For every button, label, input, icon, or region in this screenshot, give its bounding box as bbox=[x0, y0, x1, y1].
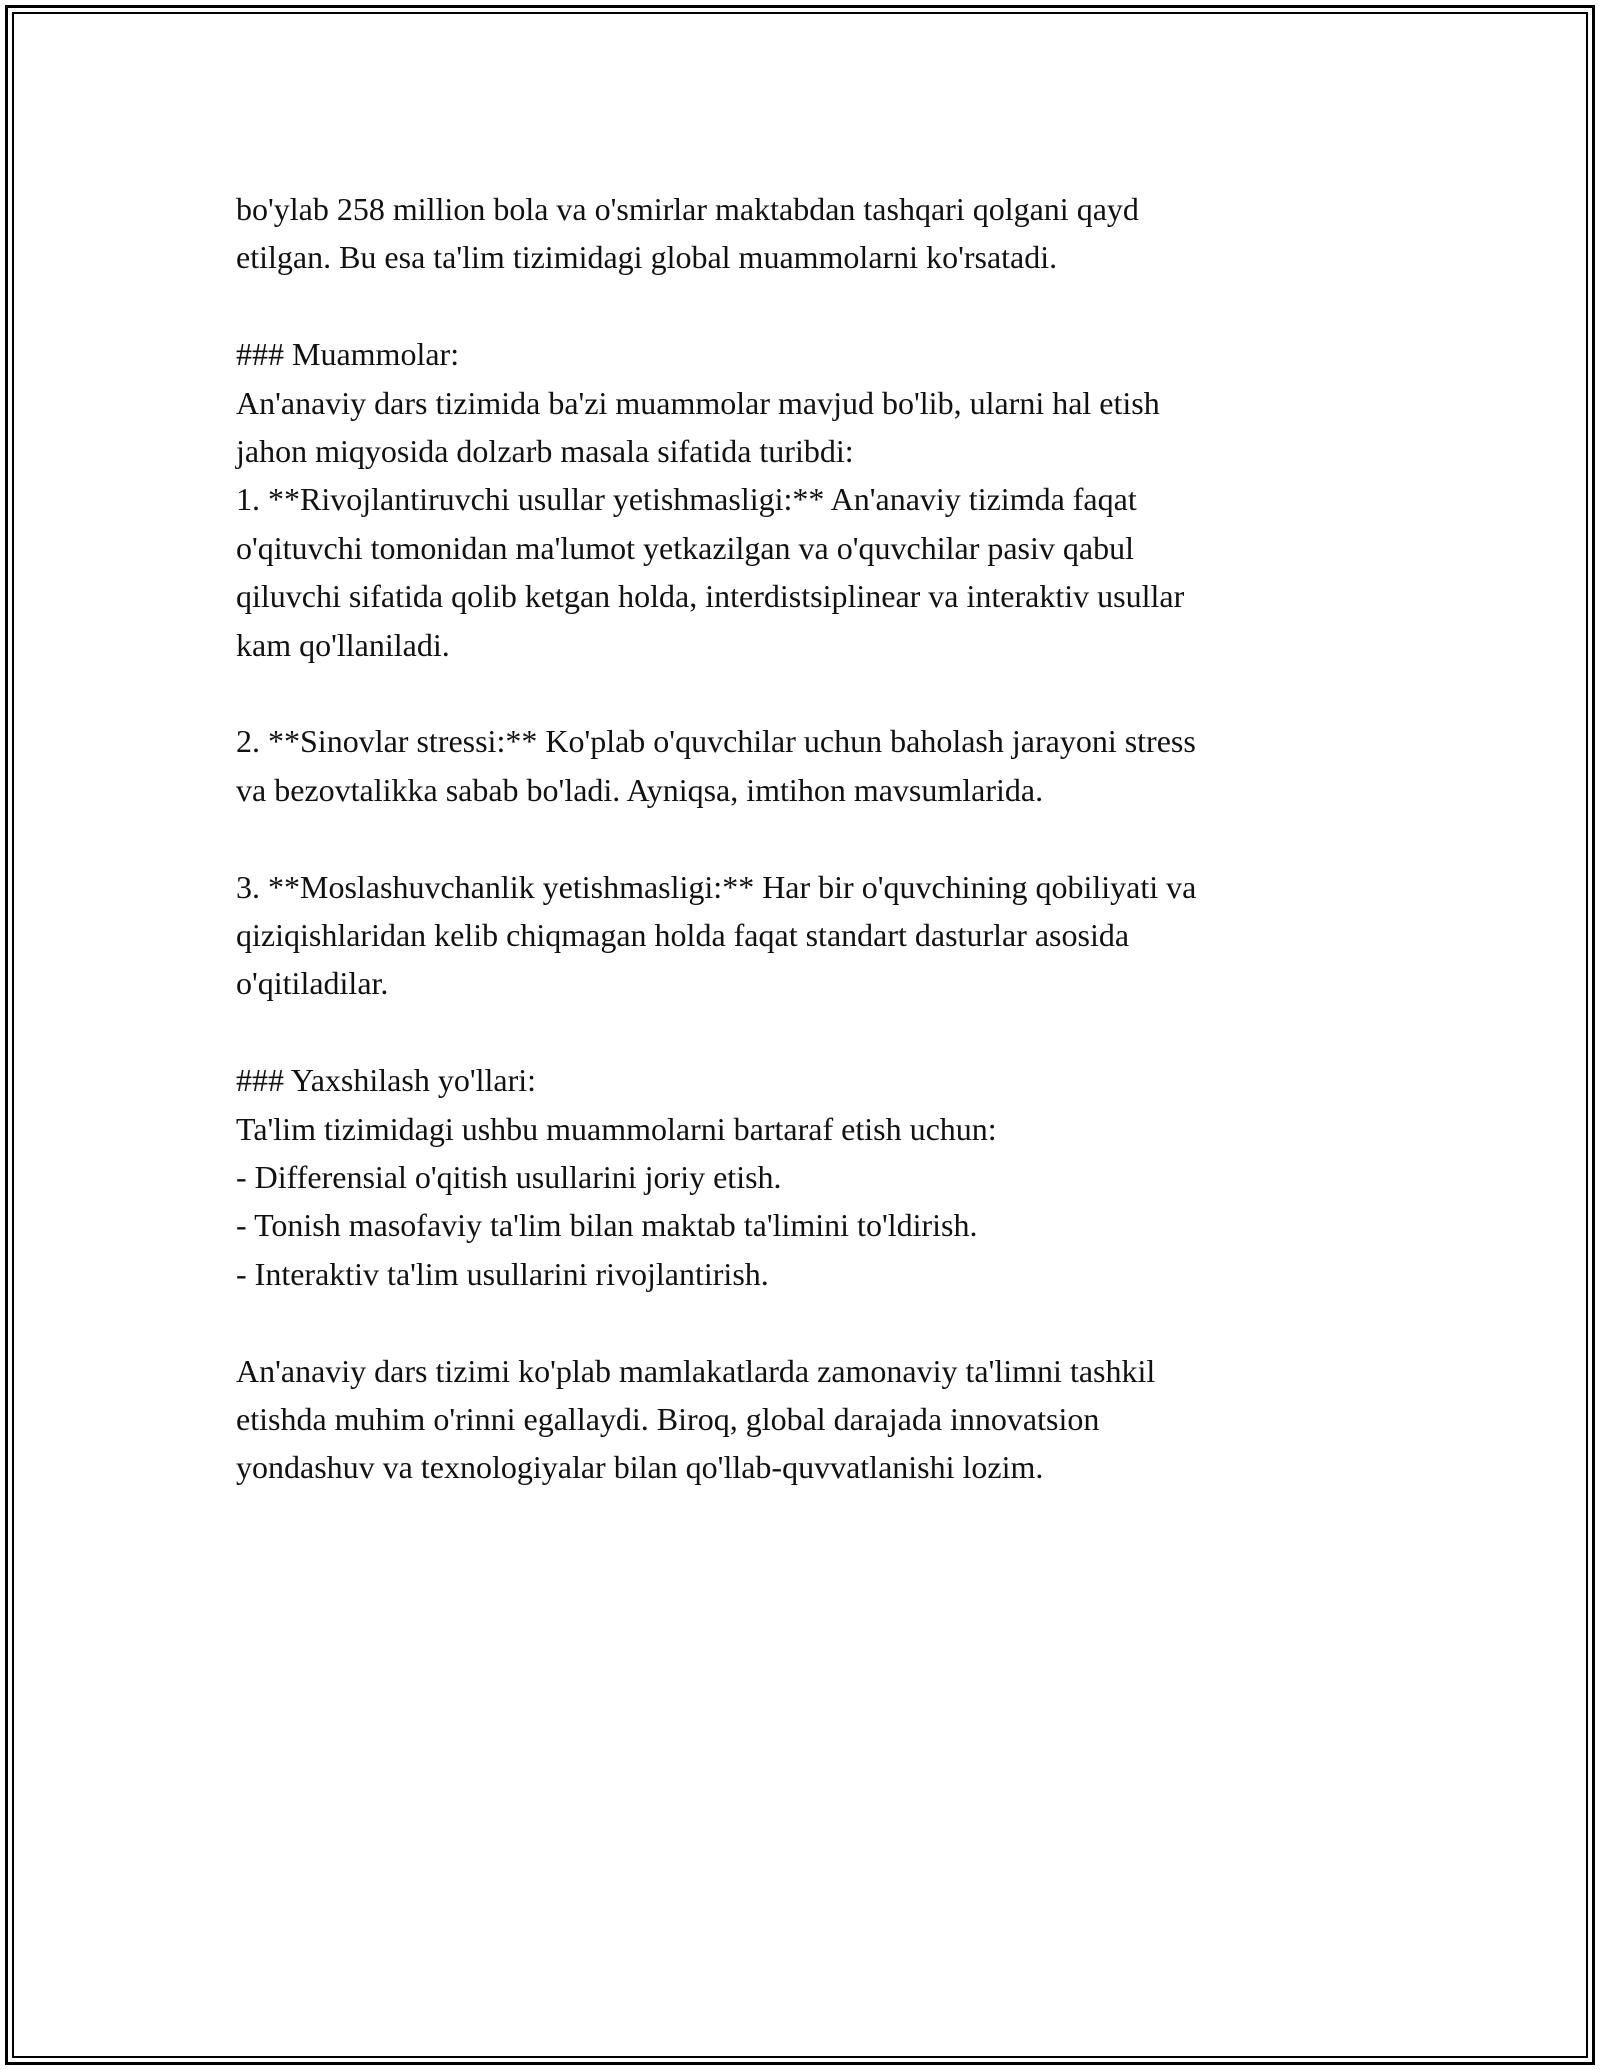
list-item-2: 2. **Sinovlar stressi:** Ko'plab o'quvchilar uchun baholash jarayoni stress bbox=[236, 723, 1196, 760]
list-item-1: 1. **Rivojlantiruvchi usullar yetishmasligi:** An'anaviy tizimda faqat bbox=[236, 481, 1137, 518]
bullet-item: - Tonish masofaviy ta'lim bilan maktab ta'limini to'ldirish. bbox=[236, 1207, 978, 1244]
text-line: kam qo'llaniladi. bbox=[236, 626, 450, 663]
bullet-item: - Interaktiv ta'lim usullarini rivojlantirish. bbox=[236, 1255, 769, 1292]
blank-line bbox=[236, 1008, 1366, 1056]
text-line: o'qitiladilar. bbox=[236, 965, 389, 1002]
section-heading-yaxshilash: ### Yaxshilash yo'llari: bbox=[236, 1062, 536, 1099]
conclusion-line: etishda muhim o'rinni egallaydi. Biroq, global darajada innovatsion bbox=[236, 1401, 1100, 1438]
section-heading-muammolar: ### Muammolar: bbox=[236, 336, 460, 373]
text-line: etilgan. Bu esa ta'lim tizimidagi global muammolarni ko'rsatadi. bbox=[236, 239, 1058, 276]
text-line: bo'ylab 258 million bola va o'smirlar maktabdan tashqari qolgani qayd bbox=[236, 191, 1139, 227]
blank-line bbox=[236, 282, 1366, 330]
bullet-item: - Differensial o'qitish usullarini joriy etish. bbox=[236, 1159, 782, 1196]
conclusion-line: An'anaviy dars tizimi ko'plab mamlakatlarda zamonaviy ta'limni tashkil bbox=[236, 1352, 1156, 1389]
blank-line bbox=[236, 1298, 1366, 1346]
conclusion-line: yondashuv va texnologiyalar bilan qo'llab-quvvatlanishi lozim. bbox=[236, 1449, 1044, 1486]
text-line: qiziqishlaridan kelib chiqmagan holda faqat standart dasturlar asosida bbox=[236, 917, 1130, 954]
list-item-3: 3. **Moslashuvchanlik yetishmasligi:** Har bir o'quvchining qobiliyati va bbox=[236, 868, 1197, 905]
document-body bbox=[236, 185, 1366, 1492]
text-line: va bezovtalikka sabab bo'ladi. Ayniqsa, imtihon mavsumlarida. bbox=[236, 771, 1044, 808]
blank-line bbox=[236, 814, 1366, 862]
text-line: jahon miqyosida dolzarb masala sifatida turibdi: bbox=[236, 433, 854, 470]
text-line: Ta'lim tizimidagi ushbu muammolarni bartaraf etish uchun: bbox=[236, 1110, 997, 1147]
text-line: An'anaviy dars tizimida ba'zi muammolar mavjud bo'lib, ularni hal etish bbox=[236, 384, 1160, 421]
blank-line bbox=[236, 669, 1366, 717]
text-line: o'qituvchi tomonidan ma'lumot yetkazilgan va o'quvchilar pasiv qabul bbox=[236, 529, 1134, 566]
text-line: qiluvchi sifatida qolib ketgan holda, interdistsiplinear va interaktiv usullar bbox=[236, 578, 1185, 615]
